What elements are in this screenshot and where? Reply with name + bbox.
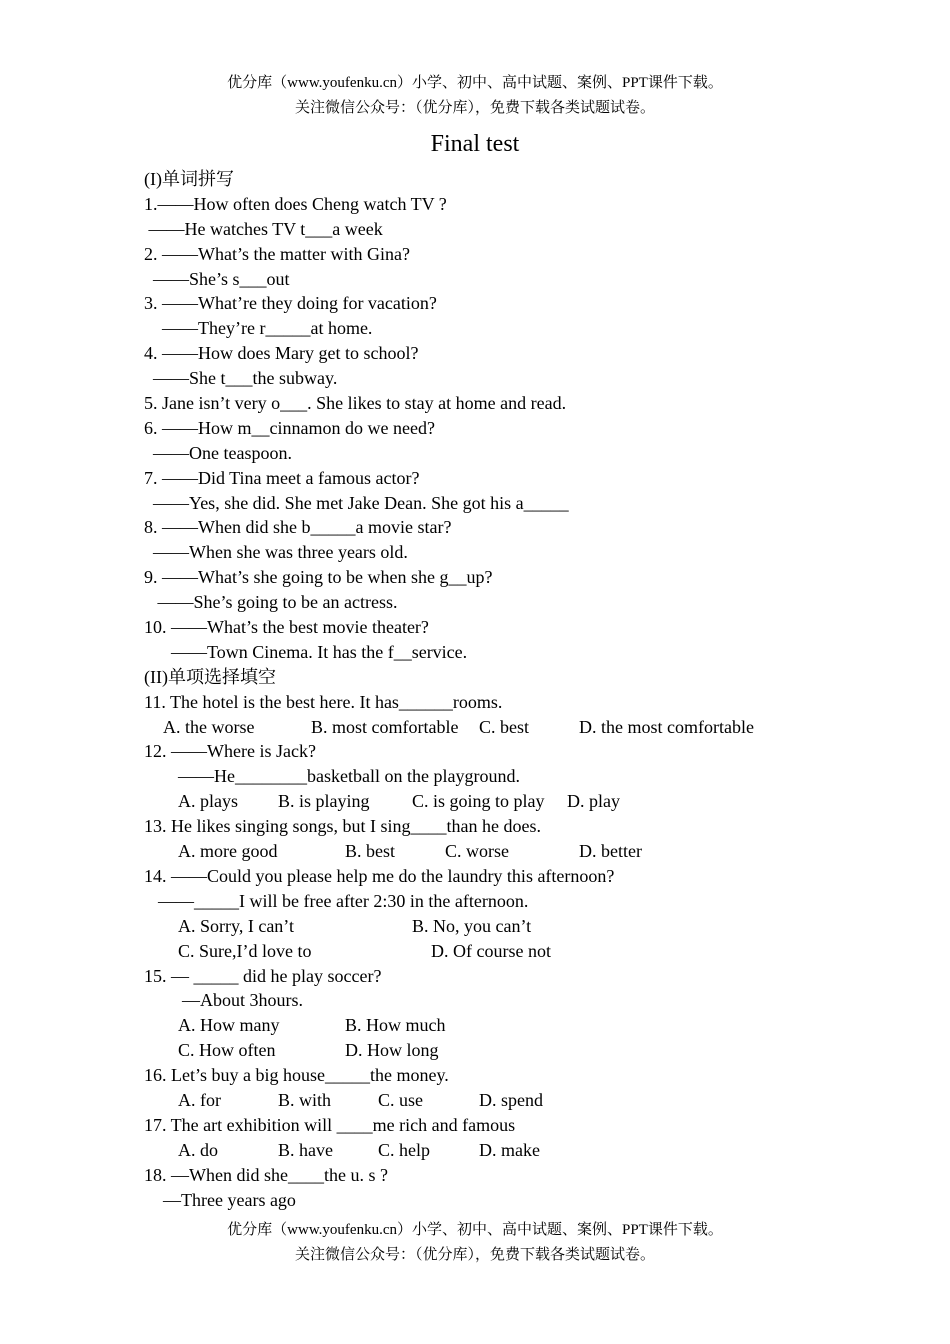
test-content [144, 167, 904, 1212]
question-17-stem: 17. The art exhibition will ____me rich and famous [144, 1114, 516, 1135]
question-13-options [144, 839, 904, 864]
option-a: A. the worse [163, 716, 255, 737]
spelling-line: ——He watches TV t___a week [144, 218, 383, 239]
question-16-options [144, 1088, 904, 1113]
spelling-line: 7. ——Did Tina meet a famous actor? [144, 467, 420, 488]
spelling-line: ——Town Cinema. It has the f__service. [144, 641, 468, 662]
option-a: A. more good [178, 841, 278, 862]
option-c: C. is going to play [412, 791, 545, 812]
spelling-line: ——She’s going to be an actress. [144, 592, 398, 613]
option-a: A. plays [178, 791, 238, 812]
footer-line-2: 关注微信公众号：（优分库），免费下载各类试题试卷。 [294, 1247, 655, 1263]
option-b: B. No, you can’t [412, 915, 532, 936]
spelling-line: 5. Jane isn’t very o___. She likes to stay at home and read. [144, 393, 567, 414]
question-16-stem: 16. Let’s buy a big house_____the money. [144, 1065, 449, 1086]
question-11-options [144, 715, 904, 740]
question-15-options-row-1 [144, 1013, 904, 1038]
option-c: C. best [479, 716, 530, 737]
spelling-line: 2. ——What’s the matter with Gina? [144, 243, 410, 264]
option-c: C. Sure,I’d love to [178, 940, 312, 961]
header-line-2: 关注微信公众号：（优分库），免费下载各类试题试卷。 [294, 100, 655, 116]
question-17-options [144, 1138, 904, 1163]
question-11-stem: 11. The hotel is the best here. It has______rooms. [144, 691, 503, 712]
option-c: C. worse [445, 841, 509, 862]
spelling-line: ——She t___the subway. [144, 368, 338, 389]
question-13-stem: 13. He likes singing songs, but I sing____than he does. [144, 816, 541, 837]
spelling-line: ——Yes, she did. She met Jake Dean. She got his a_____ [144, 492, 569, 513]
option-b: B. have [278, 1139, 333, 1160]
page-title: Final test [430, 131, 520, 157]
spelling-line: ——They’re r_____at home. [144, 318, 373, 339]
question-14-stem-2: ——_____I will be free after 2:30 in the afternoon. [158, 890, 529, 911]
question-18-stem-2: —Three years ago [163, 1189, 296, 1210]
question-15-stem: 15. — _____ did he play soccer? [144, 965, 382, 986]
option-c: C. help [378, 1139, 430, 1160]
option-d: D. play [567, 791, 620, 812]
spelling-line: 1.——How often does Cheng watch TV ? [144, 193, 447, 214]
question-14-options-row-1 [144, 914, 904, 939]
option-a: A. Sorry, I can’t [178, 915, 294, 936]
spelling-line: ——She’s s___out [144, 268, 290, 289]
spelling-line: 6. ——How m__cinnamon do we need? [144, 417, 435, 438]
spelling-line: 4. ——How does Mary get to school? [144, 343, 419, 364]
option-c: C. How often [178, 1040, 276, 1061]
option-d: D. How long [345, 1040, 439, 1061]
page-footer [0, 1218, 950, 1268]
question-12-stem: 12. ——Where is Jack? [144, 741, 316, 762]
option-b: B. with [278, 1089, 332, 1110]
question-14-options-row-2 [144, 939, 904, 964]
spelling-line: 9. ——What’s she going to be when she g__up? [144, 567, 493, 588]
spelling-line: 3. ——What’re they doing for vacation? [144, 293, 437, 314]
spelling-line: 10. ——What’s the best movie theater? [144, 617, 429, 638]
option-d: D. spend [479, 1089, 543, 1110]
option-c: C. use [378, 1089, 423, 1110]
footer-line-1: 优分库（www.youfenku.cn）小学、初中、高中试题、案例、PPT课件下载。 [227, 1222, 723, 1238]
question-14-stem: 14. ——Could you please help me do the laundry this afternoon? [144, 865, 615, 886]
spelling-line: ——One teaspoon. [144, 442, 292, 463]
header-line-1: 优分库（www.youfenku.cn）小学、初中、高中试题、案例、PPT课件下载。 [227, 75, 723, 91]
question-12-stem-2: ——He________basketball on the playground. [178, 766, 520, 787]
option-a: A. do [178, 1139, 218, 1160]
option-b: B. most comfortable [311, 716, 459, 737]
option-a: A. How many [178, 1015, 280, 1036]
option-d: D. better [579, 841, 642, 862]
spelling-line: 8. ——When did she b_____a movie star? [144, 517, 452, 538]
option-d: D. Of course not [431, 940, 551, 961]
option-d: D. make [479, 1139, 540, 1160]
option-a: A. for [178, 1089, 221, 1110]
spelling-line: ——When she was three years old. [144, 542, 408, 563]
question-12-options [144, 789, 904, 814]
option-b: B. How much [345, 1015, 446, 1036]
section-2-heading: (II)单项选择填空 [144, 666, 276, 687]
question-15-stem-2: —About 3hours. [182, 990, 303, 1011]
section-1-heading: (I)单词拼写 [144, 169, 234, 189]
option-d: D. the most comfortable [579, 716, 754, 737]
option-b: B. is playing [278, 791, 370, 812]
page-header [0, 71, 950, 121]
question-18-stem: 18. —When did she____the u. s ? [144, 1164, 388, 1185]
option-b: B. best [345, 841, 396, 862]
question-15-options-row-2 [144, 1038, 904, 1063]
